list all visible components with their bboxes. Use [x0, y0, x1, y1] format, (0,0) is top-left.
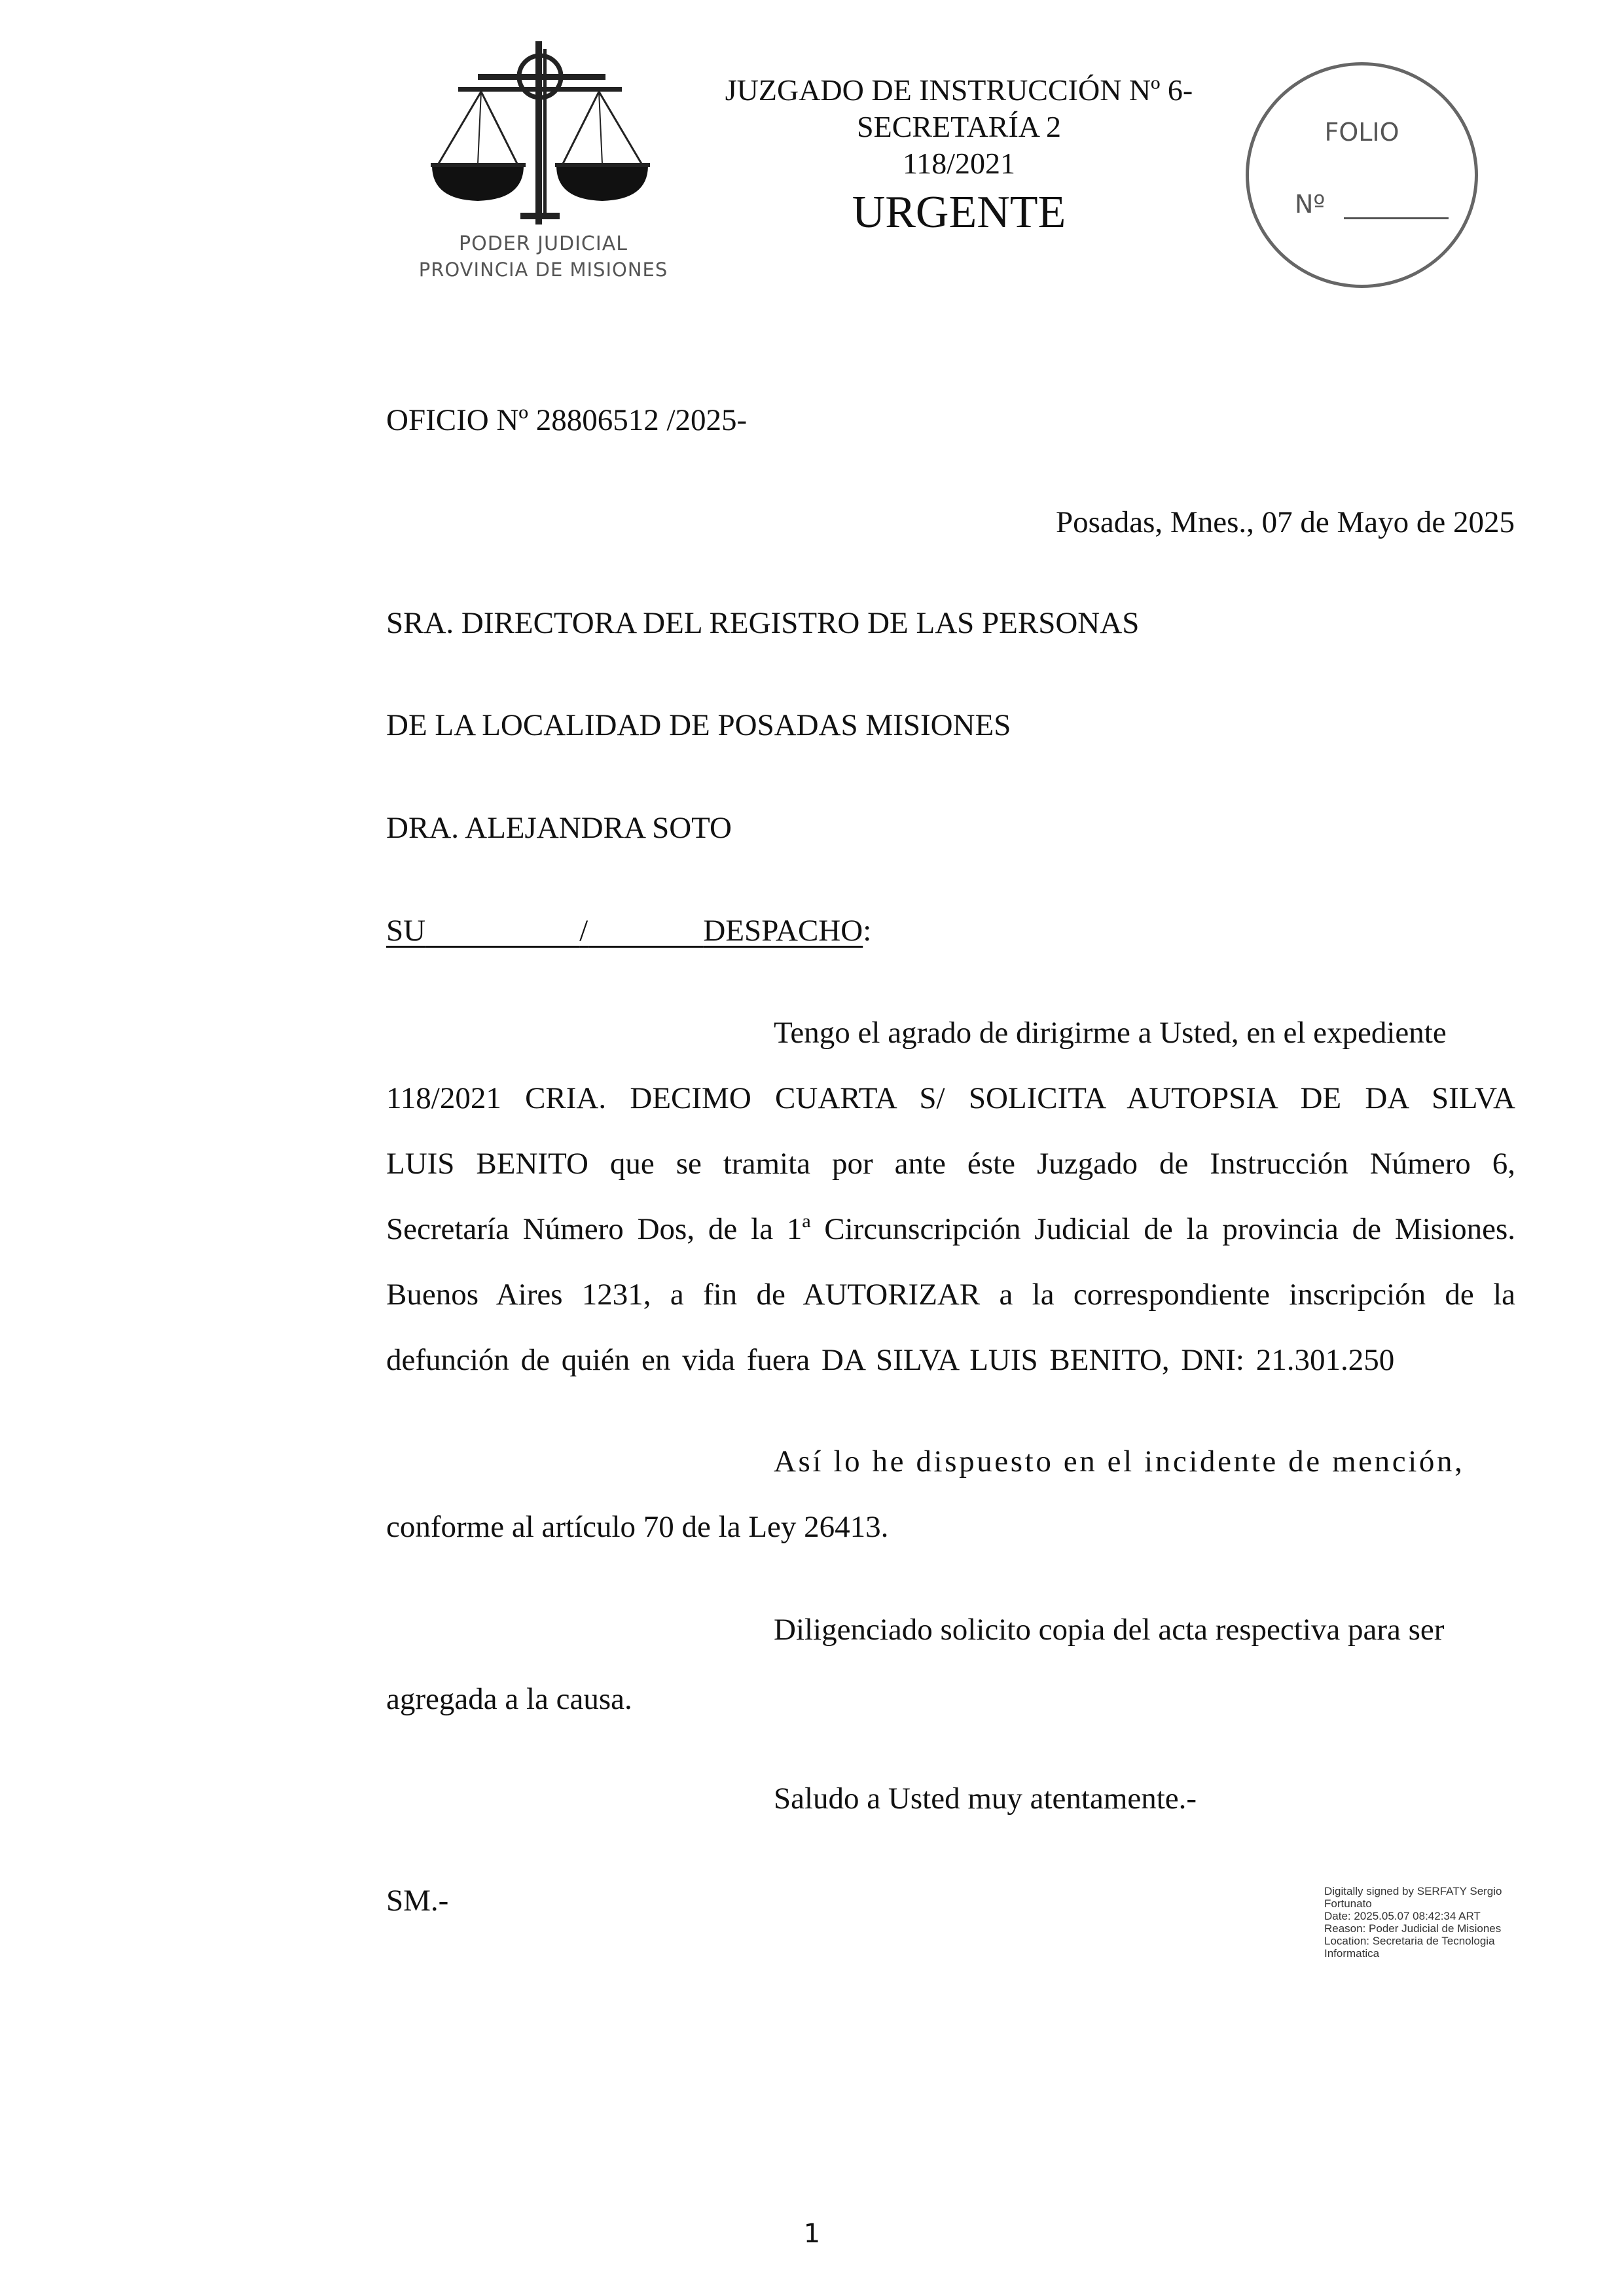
- folio-number-blank: [1344, 217, 1449, 219]
- paragraph-1-line-2: 118/2021 CRIA. DECIMO CUARTA S/ SOLICITA AUTOPSIA DE DA SILVA: [386, 1081, 1515, 1115]
- court-logo: [399, 36, 687, 291]
- folio-number-label: Nº: [1295, 190, 1326, 219]
- despacho-underlined: SU / DESPACHO: [386, 914, 863, 948]
- paragraph-1-line-6: defunción de quién en vida fuera DA SILVA LUIS BENITO, DNI: 21.301.250: [386, 1343, 1395, 1377]
- signature-line: Location: Secretaria de Tecnologia: [1324, 1935, 1495, 1947]
- court-header: [687, 72, 1231, 241]
- signature-line: Digitally signed by SERFATY Sergio: [1324, 1885, 1502, 1897]
- page-number: 1: [803, 2219, 821, 2249]
- paragraph-3-line-2: agregada a la causa.: [386, 1682, 632, 1716]
- secretaria: SECRETARÍA 2: [857, 110, 1061, 143]
- paragraph-2-line-1: Así lo he dispuesto en el incidente de mención,: [774, 1444, 1465, 1479]
- signature-line: Date: 2025.05.07 08:42:34 ART: [1324, 1910, 1481, 1922]
- scales-of-justice-icon: [425, 36, 655, 232]
- signature-line: Reason: Poder Judicial de Misiones: [1324, 1922, 1502, 1935]
- folio-label: FOLIO: [1324, 118, 1399, 147]
- paragraph-1-line-5: Buenos Aires 1231, a fin de AUTORIZAR a la correspondiente inscripción de la: [386, 1278, 1515, 1312]
- paragraph-3-line-1: Diligenciado solicito copia del acta respectiva para ser: [774, 1613, 1445, 1647]
- place-date: Posadas, Mnes., 07 de Mayo de 2025: [1055, 505, 1515, 539]
- logo-text-poder-judicial: PODER JUDICIAL: [459, 232, 628, 255]
- case-number: 118/2021: [902, 147, 1016, 180]
- court-name: JUZGADO DE INSTRUCCIÓN Nº 6-: [725, 73, 1193, 107]
- paragraph-1-line-3: LUIS BENITO que se tramita por ante éste Juzgado de Instrucción Número 6,: [386, 1147, 1515, 1181]
- despacho-line: SU / DESPACHO:: [386, 914, 872, 948]
- folio-stamp: [1246, 62, 1478, 288]
- recipient-name: DRA. ALEJANDRA SOTO: [386, 811, 732, 845]
- logo-text-provincia: PROVINCIA DE MISIONES: [418, 259, 668, 281]
- paragraph-1-line-1: Tengo el agrado de dirigirme a Usted, en el expediente: [774, 1016, 1447, 1050]
- oficio-number: OFICIO Nº 28806512 /2025-: [386, 403, 748, 437]
- closing-salutation: Saludo a Usted muy atentamente.-: [774, 1782, 1197, 1816]
- recipient-line-2: DE LA LOCALIDAD DE POSADAS MISIONES: [386, 708, 1011, 742]
- author-initials: SM.-: [386, 1884, 449, 1918]
- urgency-label: URGENTE: [852, 187, 1066, 238]
- digital-signature: [1324, 1885, 1540, 1960]
- paragraph-2-line-2: conforme al artículo 70 de la Ley 26413.: [386, 1510, 889, 1544]
- recipient-line-1: SRA. DIRECTORA DEL REGISTRO DE LAS PERSONAS: [386, 606, 1140, 640]
- paragraph-1-line-4: Secretaría Número Dos, de la 1ª Circunscripción Judicial de la provincia de Misiones.: [386, 1212, 1515, 1246]
- signature-line: Informatica: [1324, 1947, 1380, 1960]
- signature-line: Fortunato: [1324, 1897, 1372, 1910]
